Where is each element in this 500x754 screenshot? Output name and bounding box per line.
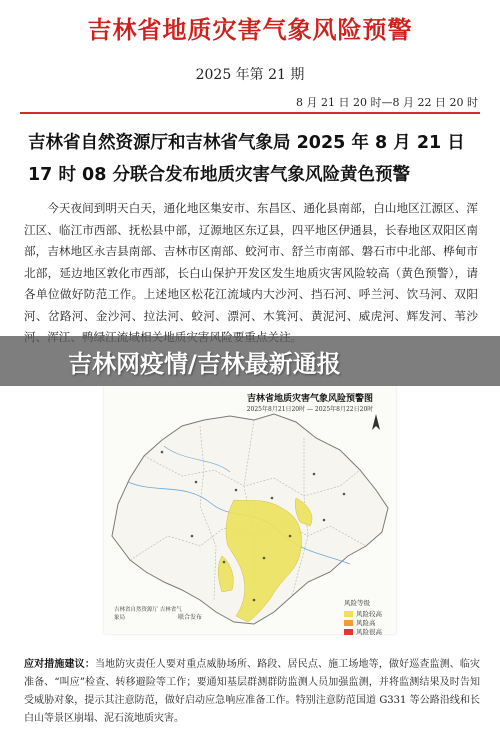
measures-text: 当地防灾责任人要对重点威胁场所、路段、居民点、施工场地等，做好巡查监测、临灾准备、“叫应”检查、转移避险等工作；要通知基层群测群防监测人员加强监测，并将监测结果及时告知受威胁对象，提示其注意防范，做好启动应急响应准备工作。特别注意防范国道 G331 等公路沿线和长白山等景区崩塌、泥石流地质灾害。 <box>24 659 481 724</box>
legend-label: 风险高 <box>356 619 376 627</box>
response-measures <box>24 656 480 728</box>
document-title: 吉林省地质灾害气象风险预警 <box>87 16 413 44</box>
warning-map <box>104 386 396 634</box>
legend-swatch <box>344 620 353 626</box>
legend-item <box>344 627 382 636</box>
issue-number: 2025 年第 21 期 <box>195 67 305 83</box>
map-publisher: 吉林省自然资源厅 吉林省气象局 <box>114 607 182 621</box>
caption-text: 吉林网疫情/吉林最新通报 <box>68 350 341 378</box>
province-map-graphic <box>104 386 396 634</box>
legend-label: 风险很高 <box>356 628 382 636</box>
legend-swatch <box>344 611 353 617</box>
measures-label: 应对措施建议： <box>24 659 95 670</box>
map-period: 2025年8月21日20时 — 2025年8月22日20时 <box>246 406 374 413</box>
warning-body: 今天夜间到明天白天，通化地区集安市、东昌区、通化县南部，白山地区江源区、浑江区、临江市西部、抚松县中部，辽源地区东辽县，四平地区伊通县，长春地区双阳区南部，吉林地区永吉县南部、吉林市区南部、蛟河市、舒兰市南部、磐石市中北部、桦甸市北部，延边地区敦化市西部，长白山保护开发区发生地质灾害风险较高（黄色预警），请各单位做好防范工作。上述地区松花江流域内大沙河、挡石河、呼兰河、饮马河、双阳河、岔路河、金沙河、拉法河、蛟河、漂河、木箕河、黄泥河、威虎河、辉发河、苇沙 <box>24 201 478 323</box>
legend-item <box>344 618 382 627</box>
map-title: 吉林省地质灾害气象风险预警图 <box>246 394 373 404</box>
legend-swatch <box>344 629 353 635</box>
validity-period: 8 月 21 日 20 时—8 月 22 日 20 时 <box>296 96 478 109</box>
map-publisher-unit: 联合发布 <box>178 614 203 621</box>
map-legend <box>344 598 382 636</box>
headline-line-1: 吉林省自然资源厅和吉林省气象局 2025 年 8 月 21 日 <box>28 133 465 153</box>
red-divider <box>20 112 480 114</box>
legend-label: 风险较高 <box>356 610 382 618</box>
legend-item <box>344 609 382 618</box>
legend-title: 风险等级 <box>344 599 370 607</box>
headline-line-2: 17 时 08 分联合发布地质灾害气象风险黄色预警 <box>28 165 410 185</box>
